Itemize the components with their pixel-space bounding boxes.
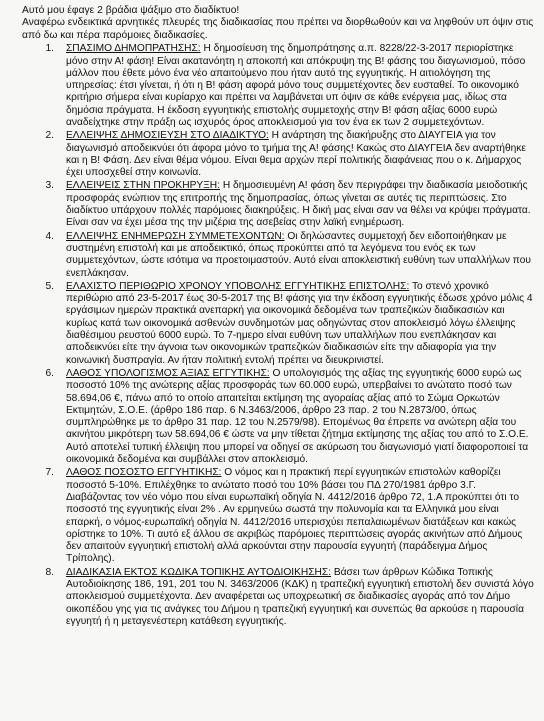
point-title: ΕΛΛΕΙΨΗΣ ΕΝΗΜΕΡΩΣΗ ΣΥΜΜΕΤΕΧΟΝΤΩΝ: [66, 230, 285, 242]
point-text: Η ανάρτηση της διακήρυξης στο ΔΙΑΥΓΕΙΑ για τον διαγωνισμό αποδεικνύει ότι άφορα μόνο το τμήμα της Α! φάσης! Κακώς στο ΔΙΑΥΓΕΙΑ δεν αναρτήθηκε και η Β! Φάση. Δεν είναι θέμα νόμου. Είναι θεμα αρχών περί πολιτικής διαφάνειας που ο κ. Δήμαρχος έχει υποσχεθεί στην κοινωνία. [66, 130, 526, 179]
point-body [66, 368, 534, 466]
point-title: ΕΛΛΕΙΨΕΙΣ ΣΤΗΝ ΠΡΟΚΗΡΥΞΗ: [66, 180, 220, 192]
list-item [22, 567, 534, 628]
point-body [66, 231, 534, 280]
list-item [22, 368, 534, 466]
intro-line: Αυτό μου έφαγε 2 βράδια ψάξιμο στο διαδίκτυο! [22, 5, 240, 16]
point-body [66, 281, 534, 367]
point-text: Οι δηλώσαντες συμμετοχή δεν ειδοποιήθηκαν με συστημένη επιστολή και με αποδεικτικό, όπως προκύπτει από τα λεγόμενα του ενός εκ των συμμετεχόντων, ώστε ισότιμα να προετοιμαστούν. Αυτό είναι αποκλειστική ευθύνη των υπαλλήλων που ενεπλάκησαν. [66, 230, 531, 279]
point-text: Ο νόμος και η πρακτική περί εγγυητικών επιστολών καθορίζει ποσοστό 5-10%. Επιλέχθηκε το ανώτατο ποσό του 10% βάσει του ΠΔ 270/1981 άρθρο 3.Γ. Διαβάζοντας τον νέο νόμο που είναι ευρωπαϊκή οδηγία Ν. 4412/2016 άρθρο 72, 1.Α προκύπτει ότι το ποσοστό της εγγυητικής είναι 2% . Αν ερμηνεύω σωστά την πολυνομία και τα Ελληνικά μου είναι επαρκή, ο νόμος-ευρωπαϊκή οδηγία Ν. 4412/2016 υπερισχύει πεπαλαιωμένων διατάξεων και κακώς ορίστηκε το 10%. Τι αυτό εξ άλλου σε ακριβώς παρόμοιες περιπτώσεις αγοράς ακινήτων από Δήμους δεν απαιτούν εγγυητική επιστολή αλλά αρκούνται στην παρουσία εγγυητή (παράδειγμα Δήμος Τρίπολης). [66, 467, 523, 565]
point-text: Η δημοσιευμένη Α! φάση δεν περιγράφει την διαδικασία μειοδοτικής προσφοράς ενώπιον της επιτροπής της δημοπρασίας, όπως γίνεται σε αυτές τις περιπτώσεις. Στο διαδίκτυο υπάρχουν πολλές παρόμοιες διακηρύξεις. Η δική μας είναι σαν να θέλει να κρύψει πράγματα. Είναι σαν να έχει μέσα της την μιζέρια της ασεβείας στην λαϊκή ενημέρωση. [66, 180, 531, 229]
point-title: ΔΙΑΔΙΚΑΣΙΑ ΕΚΤΟΣ ΚΩΔΙΚΑ ΤΟΠΙΚΗΣ ΑΥΤΟΔΙΟΙΚΗΣΗΣ: [66, 566, 332, 578]
point-number: 2. [45, 130, 54, 142]
point-title: ΛΑΘΟΣ ΥΠΟΛΟΓΙΣΜΟΣ ΑΞΙΑΣ ΕΓΓΥΤΙΚΗΣ: [66, 367, 270, 379]
point-number: 1. [45, 43, 54, 55]
point-text: Η δημοσίευση της δημοπράτησης α.π. 8228/22-3-2017 περιορίστηκε μόνο στην Α! φάση! Είναι ακατανόητη η αποκοπή και απόκρυψη της Β! φάσης του διαγωνισμού, πόσο μάλλον που έθετε μόνο ένα νέο απαιτούμενο που ήταν αυτό της εγγυητικής. Η αιτιολόγηση της υπηρεσίας: έτσι γίνεται, ή ότι η Β! φάση αφορά μόνο τους συμμετέχοντες δεν ευσταθεί. Το οικονομικό κριτήριο σήμερα είναι κυρίαρχο και πρέπει να λαμβάνεται υπ όψιν σε κάθε ενέργεια μας, ιδίως στα δημόσια πράγματα. Η έκδοση εγγυητικής επιστολής συμμετοχής στην Β! φάση αξίας 6000 ευρώ αναδείχτηκε στην πράξη ως ισχυρός όρος αποκλεισμού για τον ένα εκ των 2 συμμετεχόντων. [66, 43, 526, 128]
point-text: Το στενό χρονικό περιθώριο από 23-5-2017 έως 30-5-2017 της Β! φάσης για την έκδοση εγγυητικής έδωσε χρόνο μόλις 4 εργάσιμων ημερών πρακτικά ανεπαρκή για οικονομικά δεδομένα των τραπεζικών διαδικασιών και κυρίως κατά των οικονομικά ασθενών συνδημοτών μας οδηγώντας στον αποκλεισμό λόγω έλλειψης διαθέσιμου ρευστού 6000 ευρώ. Το 7-ημερο είναι ευθύνη των υπαλλήλων που ενεπλάκησαν και αποδεικνύει είτε την άγνοια των οικονομικών τραπεζικών διαδικασιών είτε την αδιαφορία για την κοινωνική δυσπραγία. Αν ήταν πολιτική εντολή πρέπει να διευκρινιστεί. [66, 280, 533, 366]
point-number: 3. [45, 180, 54, 192]
point-body [66, 180, 534, 229]
point-number: 4. [45, 230, 54, 242]
point-body [66, 467, 534, 565]
list-item [22, 130, 534, 179]
point-title: ΕΛΑΧΙΣΤΟ ΠΕΡΙΘΩΡΙΟ ΧΡΟΝΟΥ ΥΠΟΒΟΛΗΣ ΕΓΓΥΗΤΙΚΗΣ ΕΠΙΣΤΟΛΗΣ: [66, 280, 410, 292]
point-title: ΕΛΛΕΙΨΗΣ ΔΗΜΟΣΙΕΥΣΗ ΣΤΟ ΔΙΑΔΙΚΤΥΟ: [66, 130, 269, 142]
point-body [66, 130, 534, 179]
list-item [22, 281, 534, 367]
point-body [66, 567, 534, 628]
point-title: ΣΠΑΣΙΜΟ ΔΗΜΟΠΡΑΤΗΣΗΣ: [66, 43, 201, 55]
list-item [22, 180, 534, 229]
list-item [22, 467, 534, 565]
point-title: ΛΑΘΟΣ ΠΟΣΟΣΤΟ ΕΓΓΥΗΤΙΚΗΣ: [66, 467, 222, 479]
point-number: 8. [45, 566, 54, 578]
point-number: 6. [45, 367, 54, 379]
point-body [66, 43, 534, 129]
point-number: 7. [45, 467, 54, 479]
point-text: Βάσει των άρθρων Κώδικα Τοπικής Αυτοδιοίκησης 186, 191, 201 του Ν. 3463/2006 (ΚΔΚ) η τραπεζική εγγυητική επιστολή δεν συνιστά λόγο αποκλεισμού συμμετέχοντα. Δεν αναφέρεται ως υποχρεωτική σε διαδικασίες αγοράς από τον Δήμο οικοπέδου γης για τις ανάγκες του Δήμου η τραπεζική εγγυητική και συνεπώς θα αρκούσε η παρουσία εγγυητή ή η μεταγενέστερη κατάθεση εγγυητικής. [66, 566, 534, 627]
list-item [22, 231, 534, 280]
point-number: 5. [45, 280, 54, 292]
list-item [22, 43, 534, 129]
intro-paragraph: Αναφέρω ενδεικτικά αρνητικές πλευρές της διαδικασίας που πρέπει να διορθωθούν και να ληφθούν υπ όψιν στις από δω και πέρα παρόμοιες διαδικασίες. [22, 17, 534, 41]
points-list [22, 43, 534, 628]
point-text: Ο υπολογισμός της αξίας της εγγυητικής 6000 ευρώ ως ποσοστό 10% της ανώτερης αξίας προσφοράς των 60.000 ευρώ, υπερβαίνει το ανώτατο ποσό των 58.694,06 €, πάνω από το οποίο απαιτείται εκτίμηση της αγοραίας αξίας από το Σώμα Ορκωτών Εκτιμητών, Σ.Ο.Ε. (άρθρο 186 παρ. 6 Ν.3463/2006, άρθρο 23 παρ. 2 του Ν.2873/00, όπως συμπληρώθηκε με το άρθρο 31 παρ. 12 του Ν.2579/98). Επομένως θα έπρεπε να ανώτερη αξία του ακινήτου μικρότερη των 58.694,06 € ώστε να μην τίθεται ζήτημα εκτίμησης της αξίας του από το Σ.Ο.Ε. Αυτό αποτελεί τυπική έλλειψη που μπορεί να οδηγεί σε ακύρωση του διαγωνισμό γιατί διαφοροποιεί τα οικονομικά δεδομένα και συμβάλλει στον αποκλεισμό. [66, 367, 529, 466]
